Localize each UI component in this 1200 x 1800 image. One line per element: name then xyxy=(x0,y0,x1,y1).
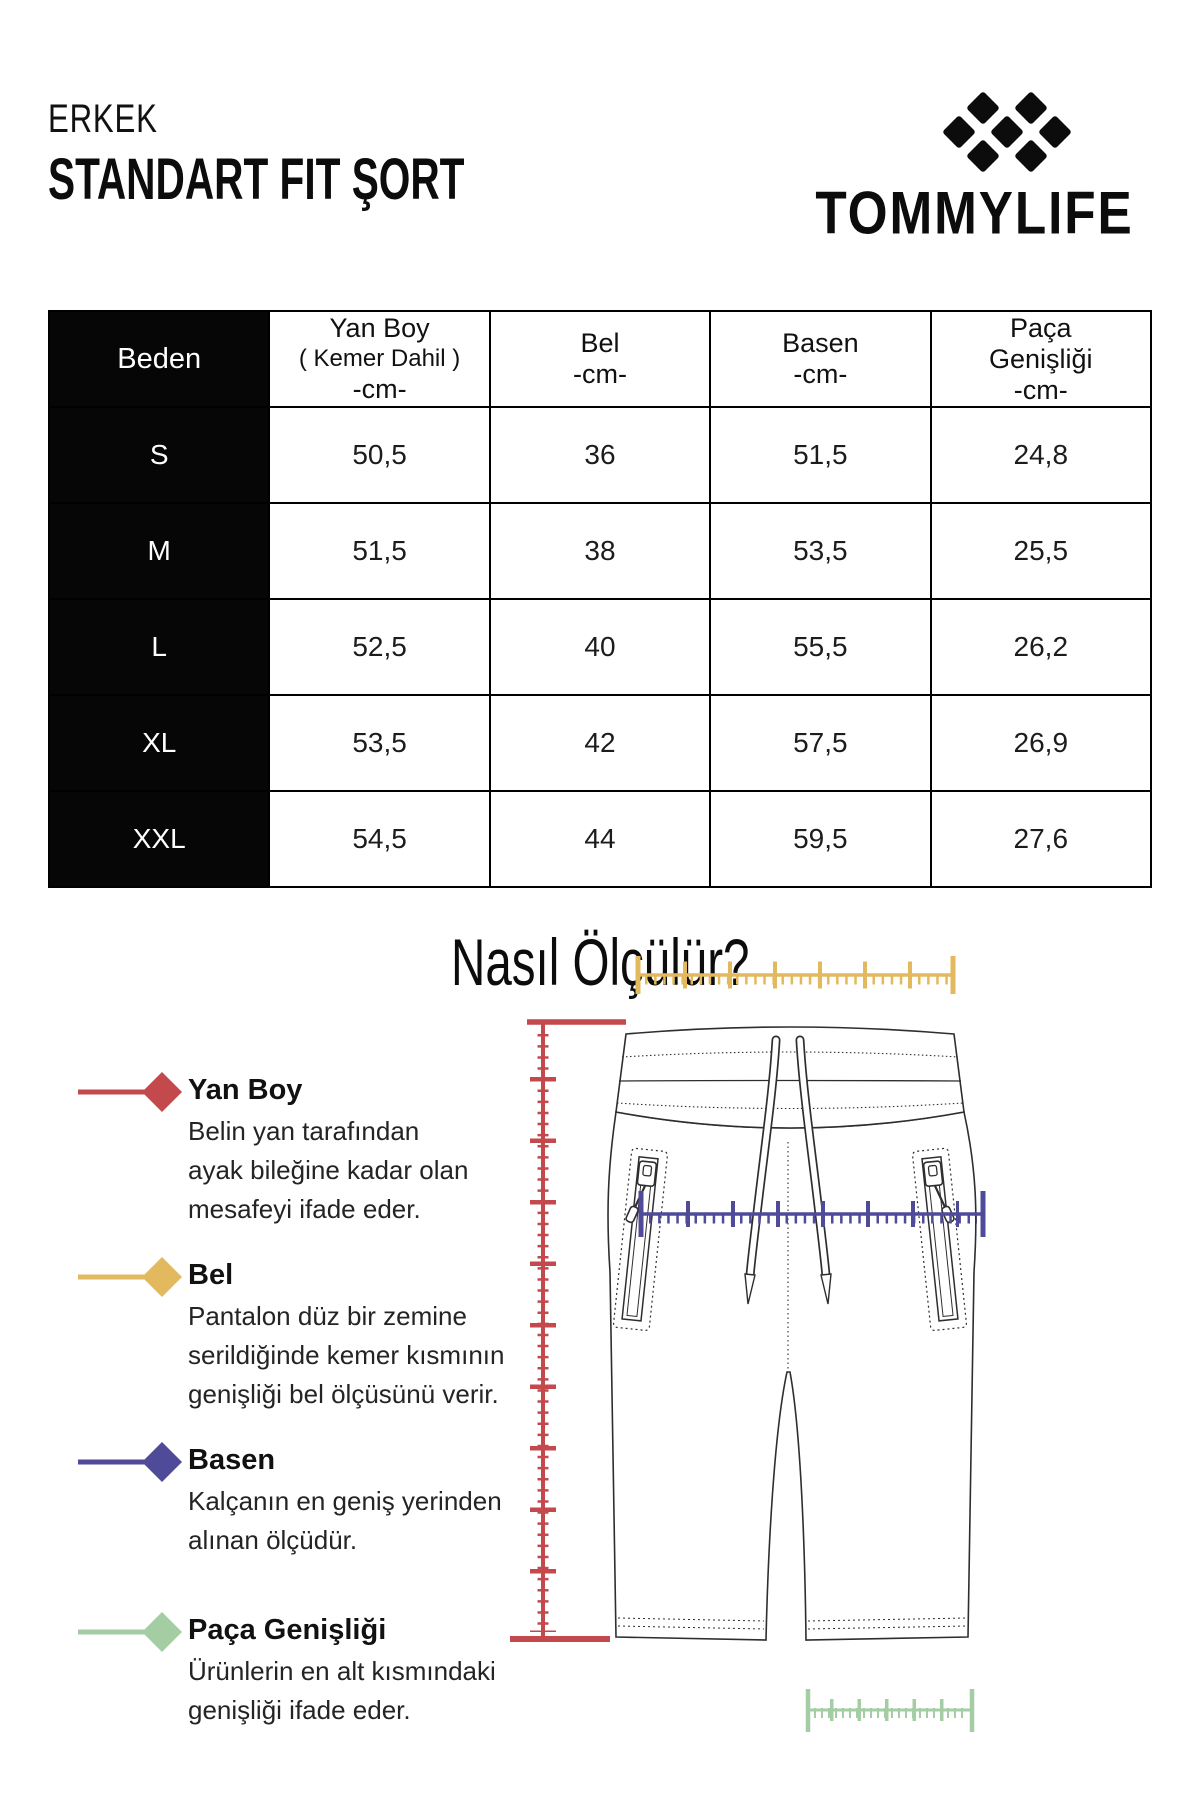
table-row xyxy=(49,407,1151,503)
legend-item-yan-boy: Yan Boy Belin yan tarafından ayak bileğine kadar olan mesafeyi ifade eder. xyxy=(76,1072,516,1229)
bel-diamond-icon xyxy=(76,1253,188,1301)
table-row xyxy=(49,695,1151,791)
tommylife-logo-icon xyxy=(932,86,1082,184)
size-cell: XXL xyxy=(49,791,269,887)
legend-item-paca: Paça Genişliği Ürünlerin en alt kısmındaki genişliği ifade eder. xyxy=(76,1612,516,1730)
table-row xyxy=(49,599,1151,695)
brand-name: TOMMYLIFE xyxy=(815,179,1134,248)
column-header-basen: Basen -cm- xyxy=(710,311,930,407)
value-cell: 53,5 xyxy=(710,503,930,599)
paca-ruler xyxy=(808,1689,972,1732)
value-cell: 44 xyxy=(490,791,710,887)
measurement-legend xyxy=(76,1072,516,1730)
value-cell: 59,5 xyxy=(710,791,930,887)
product-category: ERKEK xyxy=(48,97,158,141)
value-cell: 42 xyxy=(490,695,710,791)
value-cell: 55,5 xyxy=(710,599,930,695)
value-cell: 38 xyxy=(490,503,710,599)
value-cell: 57,5 xyxy=(710,695,930,791)
column-header-bel: Bel -cm- xyxy=(490,311,710,407)
column-header-paca: Paça Genişliği -cm- xyxy=(931,311,1151,407)
value-cell: 26,2 xyxy=(931,599,1151,695)
paca-diamond-icon xyxy=(76,1608,188,1656)
table-row xyxy=(49,503,1151,599)
bel-ruler xyxy=(638,956,953,994)
basen-diamond-icon xyxy=(76,1438,188,1486)
legend-item-basen: Basen Kalçanın en geniş yerinden alınan ölçüdür. xyxy=(76,1442,516,1560)
yan-boy-ruler xyxy=(510,1022,626,1639)
legend-heading: Yan Boy xyxy=(188,1074,303,1106)
howto-section-title: Nasıl Ölçülür? xyxy=(450,925,750,999)
brand-block xyxy=(807,86,1142,246)
value-cell: 27,6 xyxy=(931,791,1151,887)
value-cell: 36 xyxy=(490,407,710,503)
value-cell: 40 xyxy=(490,599,710,695)
value-cell: 52,5 xyxy=(269,599,489,695)
value-cell: 54,5 xyxy=(269,791,489,887)
table-header-row xyxy=(49,311,1151,407)
legend-heading: Paça Genişliği xyxy=(188,1614,387,1646)
table-row xyxy=(49,791,1151,887)
value-cell: 51,5 xyxy=(269,503,489,599)
size-cell: M xyxy=(49,503,269,599)
legend-heading: Bel xyxy=(188,1259,234,1291)
shorts-illustration xyxy=(608,1027,976,1640)
size-cell: L xyxy=(49,599,269,695)
shorts-measurement-diagram xyxy=(505,942,1025,1752)
value-cell: 50,5 xyxy=(269,407,489,503)
value-cell: 53,5 xyxy=(269,695,489,791)
value-cell: 51,5 xyxy=(710,407,930,503)
column-header-beden: Beden xyxy=(49,311,269,407)
yan-boy-diamond-icon xyxy=(76,1068,188,1116)
column-header-yan-boy: Yan Boy ( Kemer Dahil ) -cm- xyxy=(269,311,489,407)
value-cell: 26,9 xyxy=(931,695,1151,791)
size-cell: S xyxy=(49,407,269,503)
legend-item-bel: Bel Pantalon düz bir zemine serildiğinde kemer kısmının genişliği bel ölçüsünü verir. xyxy=(76,1257,516,1414)
value-cell: 25,5 xyxy=(931,503,1151,599)
size-cell: XL xyxy=(49,695,269,791)
legend-heading: Basen xyxy=(188,1444,276,1476)
page-title: STANDART FIT ŞORT xyxy=(48,147,465,212)
value-cell: 24,8 xyxy=(931,407,1151,503)
size-table xyxy=(48,310,1152,888)
product-header xyxy=(48,96,643,212)
